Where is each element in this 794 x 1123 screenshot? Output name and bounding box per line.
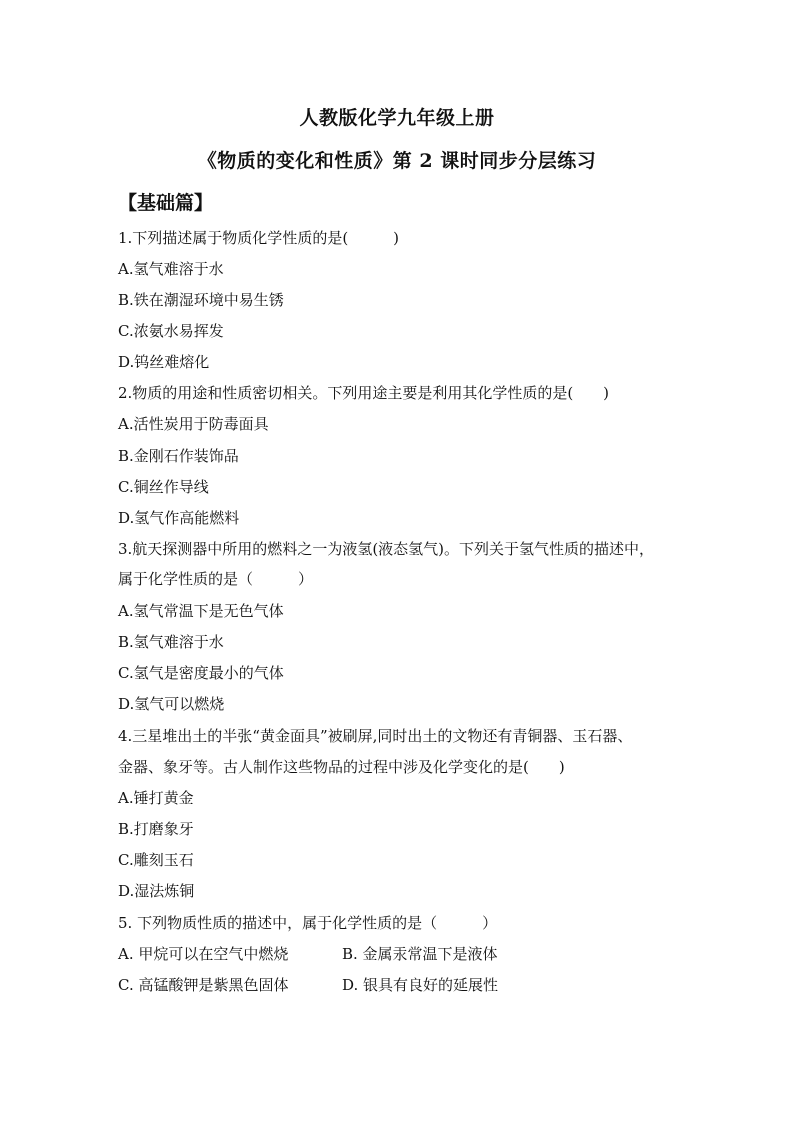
question-5-option-a: A. 甲烷可以在空气中燃烧	[118, 945, 289, 963]
question-3-stem: 3.航天探测器中所用的燃料之一为液氢(液态氢气)。下列关于氢气性质的描述中，	[118, 540, 655, 558]
question-1-option-b: B.铁在潮湿环境中易生锈	[118, 291, 284, 309]
document-title: 人教版化学九年级上册	[299, 107, 495, 129]
question-3-option-a: A.氢气常温下是无色气体	[118, 602, 284, 620]
question-5-option-b: B. 金属汞常温下是液体	[342, 945, 498, 963]
question-4-stem-continued: 金器、象牙等。古人制作这些物品的过程中涉及化学变化的是( )	[118, 758, 565, 776]
question-3-option-b: B.氢气难溶于水	[118, 633, 224, 651]
question-1-option-c: C.浓氨水易挥发	[118, 322, 224, 340]
question-5-option-d: D. 银具有良好的延展性	[342, 976, 499, 994]
question-5-option-c: C. 高锰酸钾是紫黑色固体	[118, 976, 289, 994]
question-2-stem: 2.物质的用途和性质密切相关。下列用途主要是利用其化学性质的是( )	[118, 384, 610, 402]
question-1-option-d: D.钨丝难熔化	[118, 353, 210, 371]
question-4-option-c: C.雕刻玉石	[118, 851, 194, 869]
question-2-option-d: D.氢气作高能燃料	[118, 509, 240, 527]
question-4-option-d: D.湿法炼铜	[118, 882, 195, 900]
question-4-option-b: B.打磨象牙	[118, 820, 194, 838]
question-4-option-a: A.锤打黄金	[118, 789, 194, 807]
document-subtitle: 《物质的变化和性质》第 2 课时同步分层练习	[197, 150, 597, 172]
section-heading: 【基础篇】	[118, 192, 214, 214]
question-1-option-a: A.氢气难溶于水	[118, 260, 224, 278]
question-2-option-b: B.金刚石作装饰品	[118, 447, 239, 465]
question-3-option-d: D.氢气可以燃烧	[118, 695, 225, 713]
question-3-option-c: C.氢气是密度最小的气体	[118, 664, 284, 682]
question-2-option-c: C.铜丝作导线	[118, 478, 209, 496]
question-2-option-a: A.活性炭用于防毒面具	[118, 415, 269, 433]
question-5-stem: 5. 下列物质性质的描述中，属于化学性质的是（ ）	[118, 914, 498, 932]
question-1-stem: 1.下列描述属于物质化学性质的是( )	[118, 229, 400, 247]
question-3-stem-continued: 属于化学性质的是（ ）	[118, 570, 314, 588]
question-4-stem: 4.三星堆出土的半张“黄金面具”被刷屏,同时出土的文物还有青铜器、玉石器、	[118, 727, 633, 745]
